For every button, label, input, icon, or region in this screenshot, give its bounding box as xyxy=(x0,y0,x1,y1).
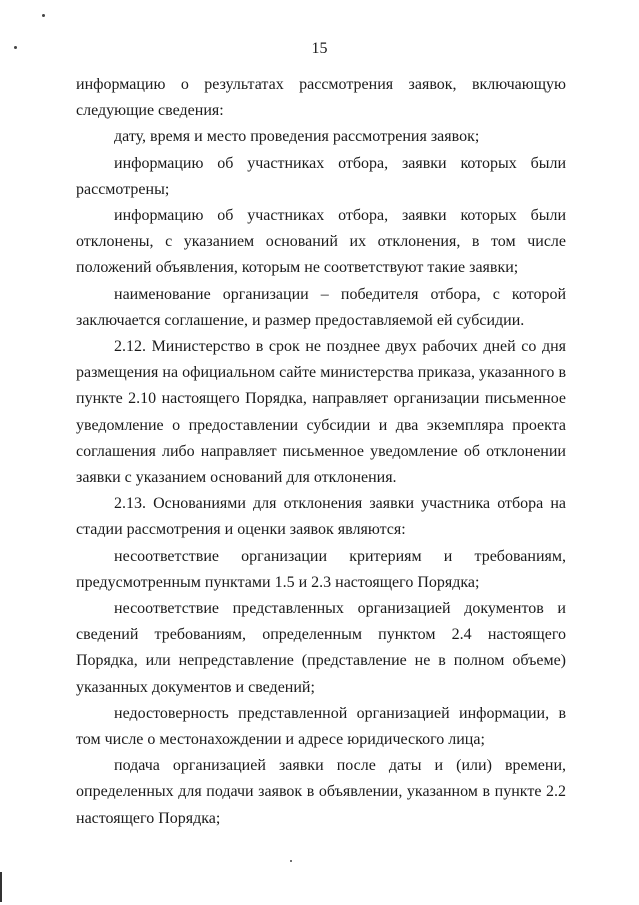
scan-edge-mark xyxy=(0,872,2,902)
scan-speck xyxy=(290,860,292,862)
document-body xyxy=(76,72,566,832)
page-number: 15 xyxy=(311,40,328,57)
paragraph: информацию об участниках отбора, заявки которых были отклонены, с указанием оснований их отклонения, в том числе положений объявления, которым не соответствуют такие заявки; xyxy=(76,207,566,277)
paragraph: дату, время и место проведения рассмотрения заявок; xyxy=(114,128,480,146)
paragraph: недостоверность представленной организацией информации, в том числе о местонахождении и адресе юридического лица; xyxy=(76,704,566,749)
paragraph: 2.13. Основаниями для отклонения заявки участника отбора на стадии рассмотрения и оценки заявок являются: xyxy=(76,495,566,539)
scan-speck xyxy=(42,14,45,17)
paragraph: несоответствие организации критериям и требованиям, предусмотренным пунктами 1.5 и 2.3 настоящего Порядка; xyxy=(76,547,566,591)
paragraph: информацию об участниках отбора, заявки которых были рассмотрены; xyxy=(76,154,566,198)
paragraph: несоответствие представленных организацией документов и сведений требованиям, определенным пунктом 2.4 настоящего Порядка, или непредставление (представление не в полном объеме) указанных документов и сведений; xyxy=(76,600,566,696)
paragraph: наименование организации – победителя отбора, с которой заключается соглашение, и размер предоставляемой ей субсидии. xyxy=(76,285,566,329)
paragraph: 2.12. Министерство в срок не позднее двух рабочих дней со дня размещения на официальном сайте министерства приказа, указанного в пункте 2.10 настоящего Порядка, направляет организации письменное уведомление о предоставлении субсидии и два экземпляра проекта соглашения либо направляет письменное уведомление об отклонении заявки с указанием оснований для отклонения. xyxy=(76,338,566,487)
paragraph: информацию о результатах рассмотрения заявок, включающую следующие сведения: xyxy=(76,76,566,120)
paragraph: подача организацией заявки после даты и (или) времени, определенных для подачи заявок в объявлении, указанном в пункте 2.2 настоящего Порядка; xyxy=(76,757,566,827)
